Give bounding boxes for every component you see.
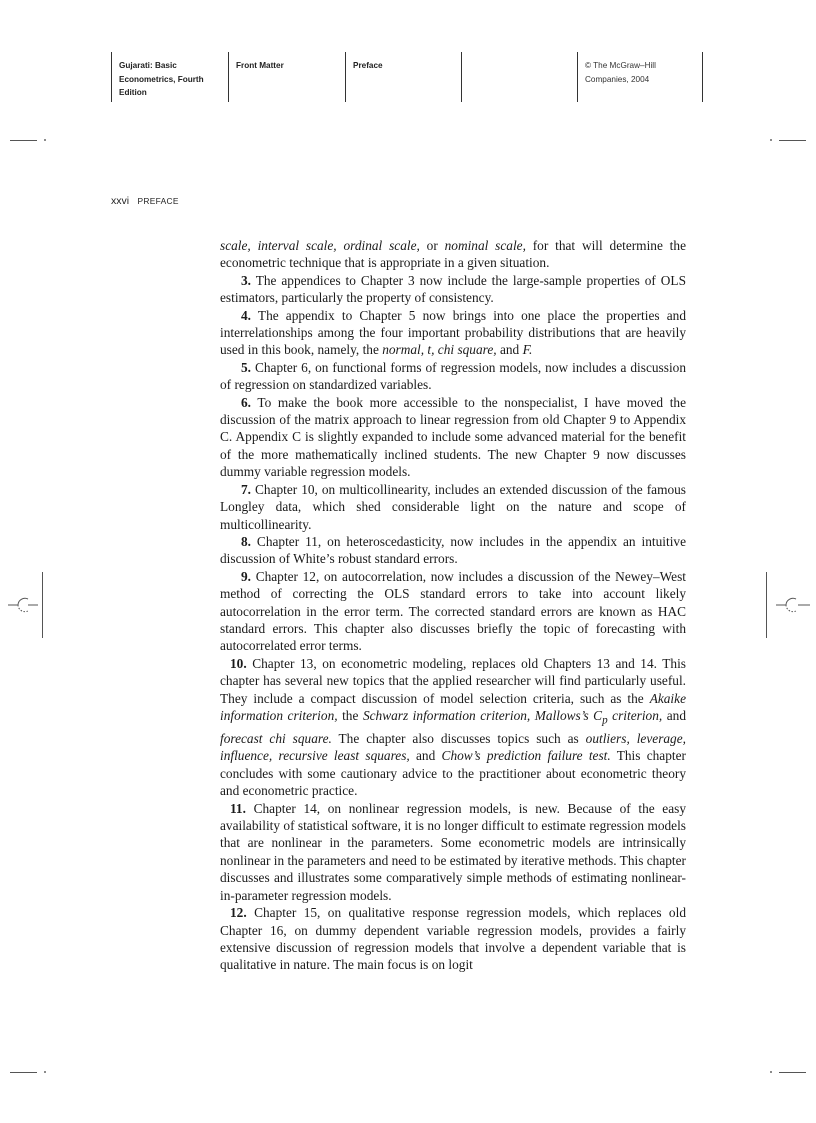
running-head bbox=[111, 191, 179, 209]
running-head-section: PREFACE bbox=[137, 196, 179, 206]
item-number: 8. bbox=[241, 533, 252, 549]
paragraph bbox=[220, 359, 686, 394]
page-number: xxvi bbox=[111, 195, 130, 207]
text-run: Chapter 15, on qualitative response regression models, which replaces old Chapter 16, on dummy dependent variable regression models, provides a fairly extensive discussion of regression models that involve a dependent variable that is qualitative in nature. The main focus is on logit bbox=[220, 905, 686, 973]
text-run: and bbox=[496, 342, 523, 358]
paragraph bbox=[220, 533, 686, 568]
registration-line bbox=[42, 572, 43, 638]
item-number: 11. bbox=[230, 800, 246, 816]
header-publisher-line: © The McGraw–Hill bbox=[585, 61, 656, 70]
item-number: 4. bbox=[241, 307, 252, 323]
paragraph bbox=[220, 237, 686, 272]
header-book-line: Edition bbox=[119, 88, 147, 97]
crop-dot bbox=[770, 139, 772, 141]
text-run: Chapter 13, on econometric modeling, replaces old Chapters 13 and 14. This chapter has several new topics that the applied researcher will find particularly useful. They include a compact discussion of model selection criteria, such as the bbox=[220, 655, 686, 706]
italic-term: F. bbox=[522, 342, 533, 358]
header-publisher-line: Companies, 2004 bbox=[585, 74, 650, 84]
header-part: Front Matter bbox=[236, 61, 284, 70]
header-empty-cell bbox=[461, 52, 577, 102]
body-text bbox=[220, 237, 686, 974]
item-number: 10. bbox=[230, 655, 247, 671]
header-publisher-cell bbox=[577, 52, 703, 102]
header-part-cell bbox=[228, 52, 345, 102]
paragraph bbox=[220, 800, 686, 904]
crop-mark bbox=[10, 140, 37, 141]
text-run: Chapter 6, on functional forms of regression models, now includes a discussion of regression on standardized variables. bbox=[220, 359, 686, 393]
registration-mark-icon bbox=[2, 590, 42, 620]
crop-dot bbox=[44, 139, 46, 141]
crop-mark bbox=[10, 1072, 37, 1073]
italic-term: Akaike information criterion, bbox=[220, 690, 686, 723]
text-run: Chapter 12, on autocorrelation, now includes a discussion of the Newey–West method of correcting the OLS standard errors to take into account likely autocorrelation in the error term. The corrected standard errors are known as HAC standard errors. This chapter also discusses briefly the topic of forecasting with autocorrelated error terms. bbox=[220, 568, 686, 654]
crop-dot bbox=[44, 1071, 46, 1073]
text-run: The appendices to Chapter 3 now include the large-sample properties of OLS estimators, particularly the property of consistency. bbox=[220, 272, 686, 306]
paragraph bbox=[220, 272, 686, 307]
italic-term: outliers, leverage, influence, recursive least squares, bbox=[220, 731, 686, 764]
italic-term: normal, t, chi square, bbox=[382, 342, 497, 358]
paragraph bbox=[220, 655, 686, 800]
text-run: To make the book more accessible to the nonspecialist, I have moved the discussion of the matrix approach to linear regression from old Chapter 9 to Appendix C. Appendix C is slightly expanded to include some advanced material for the benefit of the more mathematically inclined students. The new Chapter 9 now discusses dummy variable regression models. bbox=[220, 394, 686, 480]
text-run: for that will determine the econometric technique that is appropriate in a given situation. bbox=[220, 238, 686, 271]
italic-term: Schwarz information criterion, Mallows’s C bbox=[362, 707, 603, 723]
text-run: Chapter 10, on multicollinearity, includes an extended discussion of the famous Longley data, which shed considerable light on the nature and scope of multicollinearity. bbox=[220, 481, 686, 532]
paragraph bbox=[220, 481, 686, 533]
registration-line bbox=[766, 572, 767, 638]
crop-dot bbox=[770, 1071, 772, 1073]
text-run: and bbox=[409, 748, 442, 764]
paragraph bbox=[220, 904, 686, 974]
paragraph bbox=[220, 568, 686, 655]
text-run: or bbox=[419, 238, 445, 253]
crop-mark bbox=[779, 140, 806, 141]
item-number: 3. bbox=[241, 272, 252, 288]
item-number: 7. bbox=[241, 481, 252, 497]
header-book-line: Econometrics, Fourth bbox=[119, 74, 204, 84]
text-run: This chapter concludes with some cautionary advice to the practitioner about econometric theory and econometric practice. bbox=[220, 748, 686, 799]
crop-mark bbox=[779, 1072, 806, 1073]
italic-term: Chow’s prediction failure test. bbox=[441, 748, 611, 764]
registration-mark-icon bbox=[772, 590, 816, 620]
text-run: The appendix to Chapter 5 now brings into one place the properties and interrelationships among the four important probability distributions that are heavily used in this book, namely, the bbox=[220, 307, 686, 358]
italic-term: nominal scale, bbox=[444, 238, 526, 253]
text-run: the bbox=[337, 707, 363, 723]
paragraph bbox=[220, 307, 686, 359]
text-run: The chapter also discusses topics such as bbox=[331, 731, 586, 747]
italic-term: criterion, bbox=[607, 707, 663, 723]
item-number: 9. bbox=[241, 568, 252, 584]
header-chapter-cell bbox=[345, 52, 461, 102]
italic-term: scale, interval scale, ordinal scale, bbox=[220, 238, 420, 253]
header-book-line: Gujarati: Basic bbox=[119, 61, 177, 70]
header-book-cell bbox=[111, 52, 228, 102]
item-number: 12. bbox=[230, 905, 247, 921]
header-table bbox=[111, 52, 703, 102]
italic-term: forecast chi square. bbox=[220, 731, 332, 747]
item-number: 5. bbox=[241, 359, 252, 375]
text-run: Chapter 11, on heteroscedasticity, now includes in the appendix an intuitive discussion of White’s robust standard errors. bbox=[220, 533, 686, 567]
item-number: 6. bbox=[241, 394, 252, 410]
text-run: and bbox=[662, 707, 687, 723]
subscript: p bbox=[602, 714, 608, 727]
paragraph bbox=[220, 394, 686, 481]
text-run: Chapter 14, on nonlinear regression models, is new. Because of the easy availability of statistical software, it is no longer difficult to estimate regression models that are nonlinear in the parameters. Some econometric models are intrinsically nonlinear in the parameters and need to be estimated by iterative methods. This chapter discusses and illustrates some comparatively simple methods of estimating nonlinear-in-parameter regression models. bbox=[220, 800, 686, 903]
header-chapter: Preface bbox=[353, 61, 383, 70]
